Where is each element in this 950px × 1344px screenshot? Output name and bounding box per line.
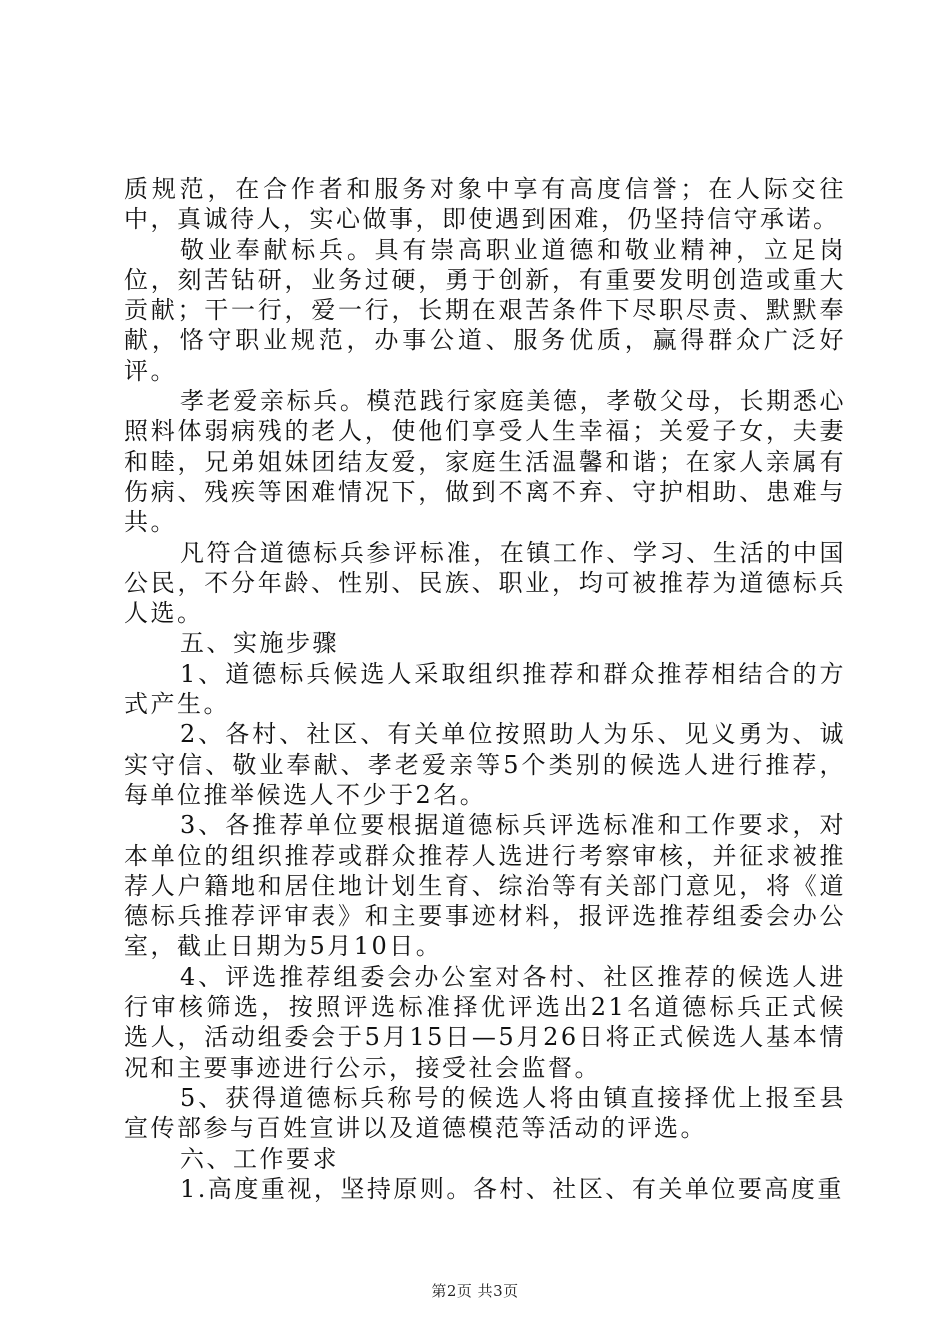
paragraph-3: 孝老爱亲标兵。模范践行家庭美德，孝敬父母，长期悉心照料体弱病残的老人，使他们享受人生幸福；关爱子女，夫妻和睦，兄弟姐妹团结友爱，家庭生活温馨和谐；在家人亲属有伤病、残疾等困难情况下，做到不离不弃、守护相助、患难与共。 bbox=[124, 387, 846, 537]
paragraph-6: 1、道德标兵候选人采取组织推荐和群众推荐相结合的方式产生。 bbox=[124, 659, 846, 719]
section-heading-6: 六、工作要求 bbox=[180, 1144, 339, 1173]
paragraph-8: 3、各推荐单位要根据道德标兵评选标准和工作要求，对本单位的组织推荐或群众推荐人选进行考察审核，并征求被推荐人户籍地和居住地计划生育、综治等有关部门意见，将《道德标兵推荐评审表》和主要事迹材料，报评选推荐组委会办公室，截止日期为5月10日。 bbox=[124, 811, 846, 961]
paragraph-10: 5、获得道德标兵称号的候选人将由镇直接择优上报至县宣传部参与百姓宣讲以及道德模范等活动的评选。 bbox=[124, 1083, 846, 1143]
document-body bbox=[124, 174, 846, 1204]
page-footer: 第2页 共3页 bbox=[431, 1282, 519, 1300]
paragraph-2: 敬业奉献标兵。具有崇高职业道德和敬业精神，立足岗位，刻苦钻研，业务过硬，勇于创新，有重要发明创造或重大贡献；干一行，爱一行，长期在艰苦条件下尽职尽责、默默奉献，恪守职业规范，办事公道、服务优质，赢得群众广泛好评。 bbox=[124, 235, 846, 385]
paragraph-4: 凡符合道德标兵参评标准，在镇工作、学习、生活的中国公民，不分年龄、性别、民族、职业，均可被推荐为道德标兵人选。 bbox=[124, 538, 846, 628]
section-heading-5: 五、实施步骤 bbox=[180, 629, 339, 658]
paragraph-12: 1.高度重视，坚持原则。各村、社区、有关单位要高度重 bbox=[180, 1174, 844, 1203]
paragraph-7: 2、各村、社区、有关单位按照助人为乐、见义勇为、诚实守信、敬业奉献、孝老爱亲等5个类别的候选人进行推荐，每单位推举候选人不少于2名。 bbox=[124, 720, 846, 809]
paragraph-1: 质规范，在合作者和服务对象中享有高度信誉；在人际交往中，真诚待人，实心做事，即使遇到困难，仍坚持信守承诺。 bbox=[124, 175, 846, 234]
paragraph-9: 4、评选推荐组委会办公室对各村、社区推荐的候选人进行审核筛选，按照评选标准择优评选出21名道德标兵正式候选人，活动组委会于5月15日—5月26日将正式候选人基本情况和主要事迹进行公示，接受社会监督。 bbox=[124, 962, 846, 1082]
